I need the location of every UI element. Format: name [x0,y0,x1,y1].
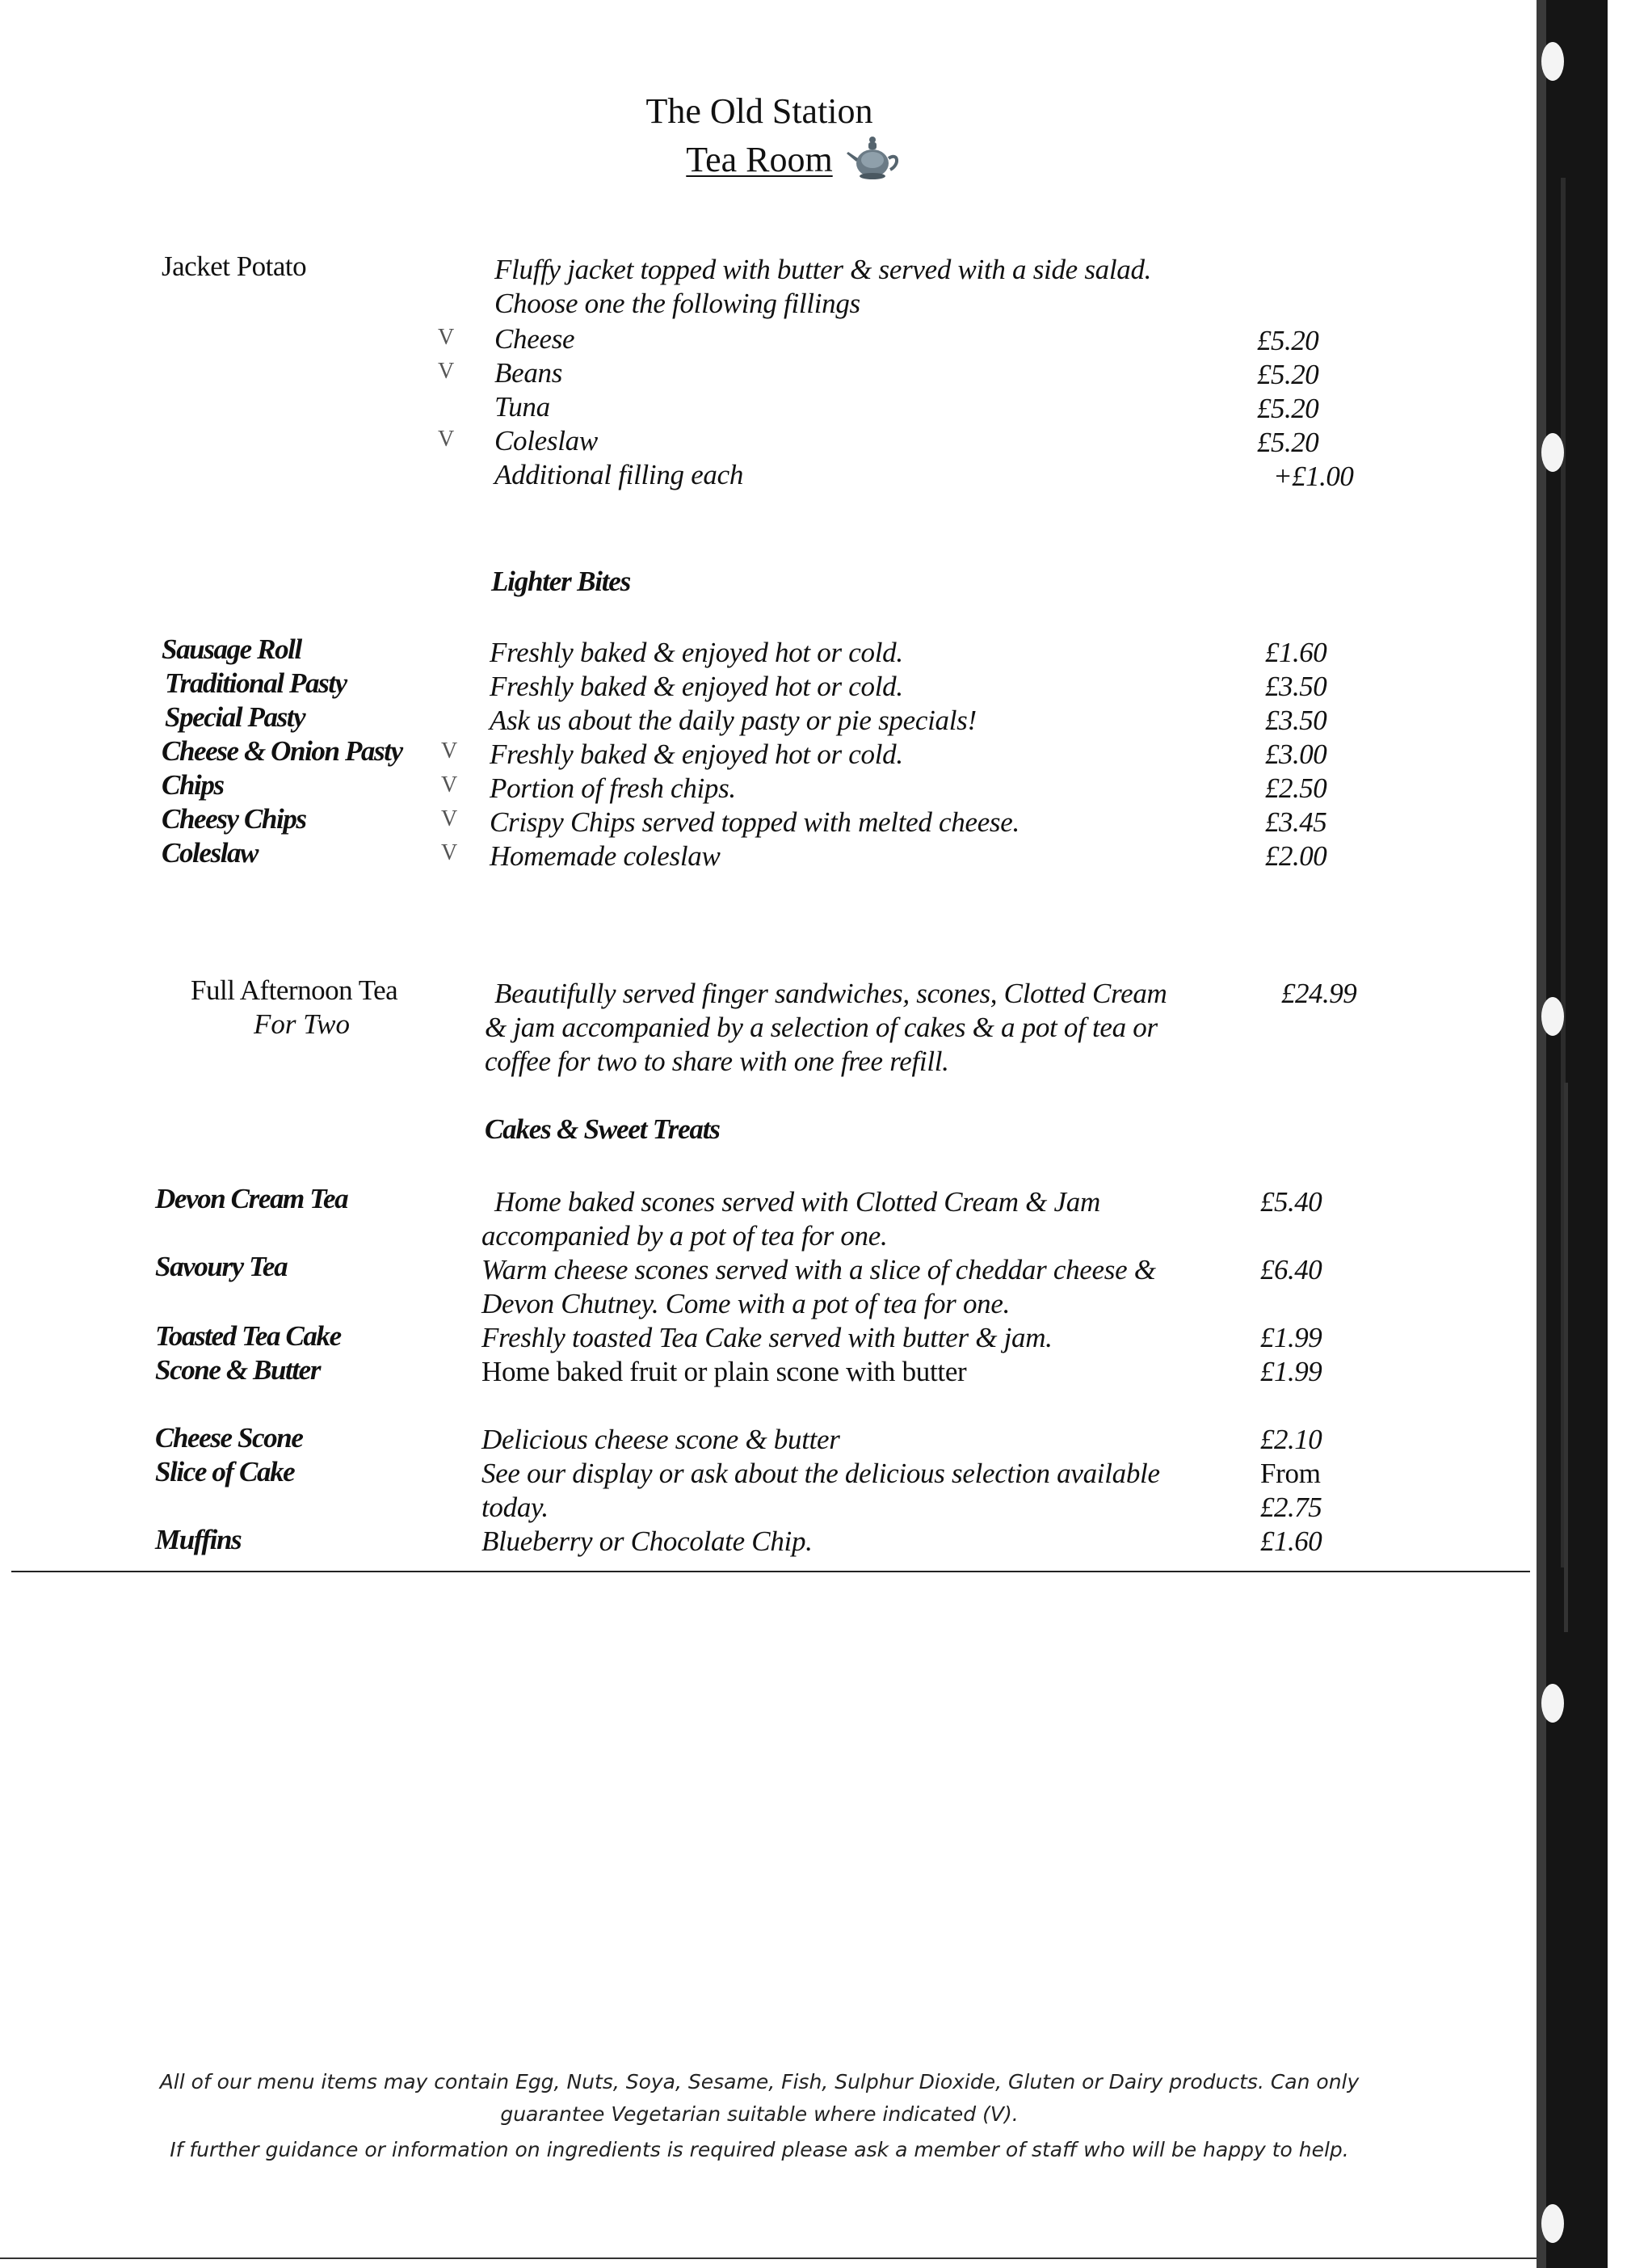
item-description: Crispy Chips served topped with melted cheese. [490,806,1019,838]
menu-title-line2-text: Tea Room [686,140,833,179]
afternoon-tea-heading: Full Afternoon Tea [191,974,398,1006]
item-description: Home baked scones served with Clotted Cream & Jam [494,1186,1100,1218]
item-description: accompanied by a pot of tea for one. [481,1220,888,1252]
filling-price: £5.20 [1257,325,1319,356]
item-price: £2.10 [1260,1424,1322,1455]
item-description: Ask us about the daily pasty or pie specials! [490,705,977,736]
item-name: Coleslaw [162,837,259,869]
menu-title-line1: The Old Station [645,91,873,131]
vegetarian-mark: V [441,806,458,831]
jacket-potato-fillings-note: Choose one the following fillings [494,288,860,319]
item-price: £1.99 [1260,1322,1322,1353]
item-price: £1.99 [1260,1356,1322,1387]
item-price: £1.60 [1260,1525,1322,1557]
teapot-icon [845,128,903,186]
item-description: Portion of fresh chips. [490,772,736,804]
item-description: Freshly baked & enjoyed hot or cold. [490,738,903,770]
vegetarian-mark: V [438,359,455,384]
item-name: Slice of Cake [155,1456,295,1487]
filling-price: £5.20 [1257,393,1319,424]
cakes-heading: Cakes & Sweet Treats [485,1113,720,1145]
item-name: Traditional Pasty [165,667,347,699]
item-price: £2.75 [1260,1492,1322,1523]
item-name: Cheese Scone [155,1422,303,1454]
menu-title-line2 [0,139,1519,180]
filling-name: Additional filling each [494,459,744,490]
item-description: Freshly baked & enjoyed hot or cold. [490,671,903,702]
item-name: Chips [162,769,224,801]
allergen-notice-line3: If further guidance or information on ingredients is required please ask a member of staff who will be happy to help. [170,2138,1349,2161]
item-description: Freshly toasted Tea Cake served with butter & jam. [481,1322,1053,1353]
filling-price: £5.20 [1257,427,1319,458]
item-price: £2.00 [1265,840,1327,872]
filling-name: Coleslaw [494,425,598,457]
item-description: Home baked fruit or plain scone with butter [481,1356,967,1387]
allergen-notice-line2: guarantee Vegetarian suitable where indicated (V). [500,2102,1019,2126]
filling-price: £5.20 [1257,359,1319,390]
afternoon-tea-description-line3: coffee for two to share with one free refill. [485,1046,949,1077]
item-description: Freshly baked & enjoyed hot or cold. [490,637,903,668]
vegetarian-mark: V [441,840,458,865]
item-price: £1.60 [1265,637,1327,668]
item-name: Toasted Tea Cake [155,1320,341,1352]
item-price: £3.50 [1265,705,1327,736]
vegetarian-mark: V [438,325,455,350]
item-description: Devon Chutney. Come with a pot of tea for one. [481,1288,1011,1319]
binder-edge [1537,0,1608,2268]
item-description: today. [481,1492,549,1523]
filling-price: +£1.00 [1273,461,1354,492]
jacket-potato-intro: Fluffy jacket topped with butter & served with a side salad. [494,254,1152,285]
bottom-edge-line [0,2257,1608,2259]
item-description: See our display or ask about the delicious selection available [481,1458,1160,1489]
item-price: £6.40 [1260,1254,1322,1285]
vegetarian-mark: V [438,427,455,452]
item-description: Delicious cheese scone & butter [481,1424,840,1455]
item-name: Devon Cream Tea [155,1183,348,1214]
item-price: £3.45 [1265,806,1327,838]
afternoon-tea-subtitle: For Two [254,1008,350,1040]
item-price-from: From [1260,1458,1321,1489]
afternoon-tea-description-line1: Beautifully served finger sandwiches, scones, Clotted Cream [494,978,1167,1009]
jacket-potato-heading: Jacket Potato [162,250,307,282]
lighter-bites-heading: Lighter Bites [491,566,631,597]
item-description: Warm cheese scones served with a slice of cheddar cheese & [481,1254,1156,1285]
item-name: Cheese & Onion Pasty [162,735,402,767]
item-name: Savoury Tea [155,1251,288,1282]
item-price: £2.50 [1265,772,1327,804]
item-price: £3.00 [1265,738,1327,770]
item-name: Special Pasty [165,701,305,733]
vegetarian-mark: V [441,738,458,764]
item-price: £3.50 [1265,671,1327,702]
filling-name: Beans [494,357,563,389]
filling-name: Tuna [494,391,550,423]
afternoon-tea-description-line2: & jam accompanied by a selection of cakes & a pot of tea or [485,1012,1158,1043]
menu-divider [11,1571,1530,1572]
item-name: Sausage Roll [162,633,301,665]
allergen-notice-line1: All of our menu items may contain Egg, Nuts, Soya, Sesame, Fish, Sulphur Dioxide, Gluten or Dairy products. Can only [159,2070,1360,2093]
item-description: Homemade coleslaw [490,840,721,872]
item-price: £5.40 [1260,1186,1322,1218]
item-description: Blueberry or Chocolate Chip. [481,1525,813,1557]
afternoon-tea-price: £24.99 [1281,978,1357,1009]
vegetarian-mark: V [441,772,458,797]
item-name: Muffins [155,1524,242,1555]
item-name: Scone & Butter [155,1354,321,1386]
item-name: Cheesy Chips [162,803,306,835]
filling-name: Cheese [494,323,575,355]
